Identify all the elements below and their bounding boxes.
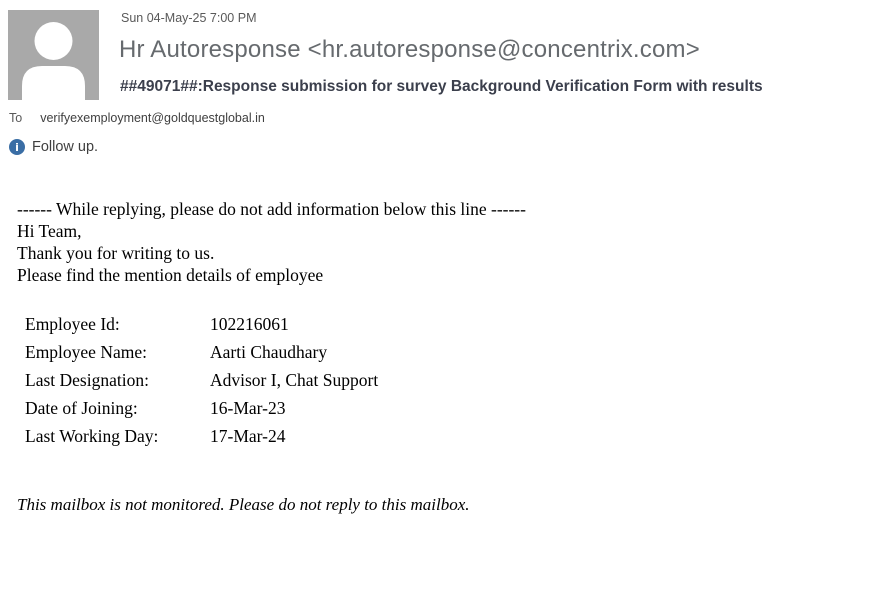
person-silhouette-icon <box>8 10 99 100</box>
body-thanks-line: Thank you for writing to us. <box>17 243 215 263</box>
to-address[interactable]: verifyexemployment@goldquestglobal.in <box>40 111 265 125</box>
detail-value: Aarti Chaudhary <box>210 342 328 362</box>
info-icon: i <box>9 139 25 155</box>
detail-value: 102216061 <box>210 314 289 334</box>
table-row <box>25 338 378 366</box>
message-subject: ##49071##:Response submission for survey Background Verification Form with results <box>120 78 763 95</box>
body-intro-line: Please find the mention details of employee <box>17 265 324 285</box>
employee-details-table <box>25 310 378 450</box>
table-row <box>25 310 378 338</box>
to-label: To <box>9 111 23 125</box>
followup-status-text: Follow up. <box>32 139 99 155</box>
followup-status-row <box>9 139 98 155</box>
mailbox-not-monitored-note: This mailbox is not monitored. Please do not reply to this mailbox. <box>17 495 470 514</box>
detail-value: 17-Mar-24 <box>210 426 286 446</box>
to-row <box>9 111 265 125</box>
table-row <box>25 394 378 422</box>
sender-name-address[interactable]: Hr Autoresponse <hr.autoresponse@concentrix.com> <box>119 36 700 63</box>
table-row <box>25 422 378 450</box>
body-greeting: Hi Team, <box>17 221 82 241</box>
detail-label: Last Working Day: <box>25 426 159 446</box>
detail-label: Last Designation: <box>25 370 149 390</box>
detail-value: 16-Mar-23 <box>210 398 286 418</box>
sender-avatar[interactable] <box>8 10 99 100</box>
detail-label: Date of Joining: <box>25 398 138 418</box>
message-body <box>17 198 526 286</box>
detail-value: Advisor I, Chat Support <box>210 370 379 390</box>
detail-label: Employee Name: <box>25 342 147 362</box>
message-date: Sun 04-May-25 7:00 PM <box>121 11 257 25</box>
detail-label: Employee Id: <box>25 314 120 334</box>
table-row <box>25 366 378 394</box>
body-divider-line: ------ While replying, please do not add information below this line ------ <box>17 199 526 219</box>
